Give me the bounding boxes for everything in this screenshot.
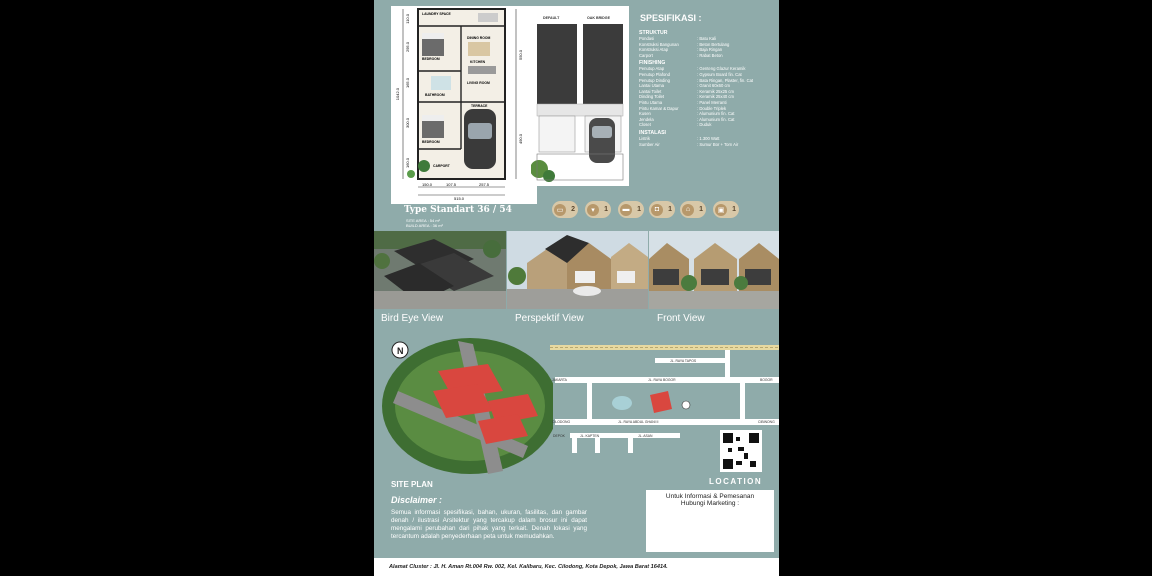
dim-left-1: 110.0: [405, 14, 410, 24]
spec-value: : Granit 60x60 cm: [697, 83, 731, 89]
dim-right-2: 490.0: [518, 134, 523, 145]
elevation-panel: [531, 6, 629, 186]
spec-key: Penutup Dinding: [639, 77, 670, 83]
dim-bottom-1: 150.0: [422, 182, 433, 187]
perspektif-image: [507, 231, 648, 309]
svg-text:N: N: [397, 346, 404, 356]
spec-value: : Keramik 25x25 cm: [697, 88, 735, 94]
spec-key: Pondasi: [639, 36, 655, 41]
room-label-kitchen: KITCHEN: [470, 60, 486, 64]
spec-key: Konstruksi Bangunan: [639, 41, 679, 47]
spec-section-instalasi: INSTALASI: [639, 129, 666, 136]
dim-left-4: 300.0: [405, 118, 410, 129]
spec-value: : Rabat Beton: [697, 52, 723, 58]
spec-key: Penutup Plafond: [639, 71, 670, 77]
site-plan-label: SITE PLAN: [391, 480, 433, 489]
road-label: JL. RAYA TAPOS: [670, 359, 697, 363]
elevation-label-oak: OAK BRIDGE: [587, 16, 610, 20]
city-label: BOGOR: [760, 378, 773, 382]
spec-value: : Duduk: [697, 122, 712, 128]
spec-value: : Beton Bertulang: [697, 41, 730, 47]
spec-key: Konstruksi Atap: [639, 47, 669, 53]
amenity-car: [713, 201, 739, 218]
bird-eye-label: Bird Eye View: [381, 313, 444, 324]
shower-icon: ▾: [587, 204, 599, 216]
dim-left-5: 160.0: [405, 158, 410, 169]
city-label: CIBINONG: [758, 420, 775, 424]
spec-value: : Alumunium fin. Cat: [697, 111, 735, 117]
bed-icon: ▭: [554, 204, 566, 216]
spec-value: : Panel Merranti: [697, 99, 727, 105]
house-icon: ⌂: [682, 204, 694, 216]
road-label: JL. RAYA ABDUL GHANI II: [618, 420, 659, 424]
spec-key: Lantai Utama: [639, 83, 664, 89]
amenity-bed: [552, 201, 578, 218]
road-label: JL. RAYA BOGOR: [648, 378, 676, 382]
spec-key: Lantai Toilet: [639, 88, 662, 94]
amenity-count: 1: [699, 206, 703, 213]
spec-value: : Batu Kali: [697, 36, 717, 41]
dim-bottom-2: 107.5: [446, 182, 457, 187]
sofa-icon: ▬: [620, 204, 632, 216]
spec-key: Jendela: [639, 116, 654, 122]
room-label-living: LIVING ROOM: [467, 81, 490, 85]
spec-value: : Keramik 25x40 cm: [697, 94, 735, 100]
floor-plan-drawing: [391, 6, 537, 204]
amenity-count: 2: [571, 206, 575, 213]
dim-total-depth: 1042.0: [395, 88, 400, 101]
spec-value: : Bata Ringan, Plaster, fin. Cat: [697, 77, 754, 83]
contact-line-2: Hubungi Marketing :: [680, 500, 740, 507]
dim-bottom-3: 257.5: [479, 182, 490, 187]
dim-bottom-total: 515.0: [454, 196, 465, 201]
elevation-label-default: DEFAULT: [543, 16, 560, 20]
bird-eye-image: [374, 231, 506, 309]
spec-key: Sumber Air: [639, 141, 660, 147]
spec-row: [639, 122, 777, 128]
spec-key: Penutup Atap: [639, 66, 665, 72]
amenity-count: 1: [732, 206, 736, 213]
spec-value: : Genteng Glazur Keramik: [697, 66, 746, 72]
disclaimer-title: Disclaimer :: [391, 495, 443, 505]
north-compass-icon: [392, 342, 408, 358]
spec-key: Pintu Utama: [639, 99, 663, 105]
room-label-bedroom-1: BEDROOM: [422, 57, 440, 61]
spec-section-finishing: FINISHING: [639, 60, 666, 67]
amenity-count: 1: [637, 206, 641, 213]
road-label: JL. KAPTEN: [580, 434, 600, 438]
city-label: CILODONG: [552, 420, 571, 424]
location-map: [550, 333, 779, 473]
road-label: JL. ASAN: [638, 434, 653, 438]
spec-key: Pintu Kamar & Dapur: [639, 105, 679, 111]
spec-row: [639, 53, 777, 59]
front-view-image: [649, 231, 779, 309]
room-label-laundry: LAUNDRY SPACE: [422, 12, 451, 16]
room-label-carport: CARPORT: [433, 164, 450, 168]
front-view-label: Front View: [657, 313, 705, 324]
spec-value: : 1.300 Watt: [697, 135, 720, 141]
spec-key: Carport: [639, 52, 653, 58]
room-label-dining: DINING ROOM: [467, 36, 491, 40]
spec-block: [639, 28, 777, 147]
room-label-bathroom: BATHROOM: [425, 93, 445, 97]
kitchen-icon: ◘: [651, 204, 663, 216]
spec-value: : Alumunium fin. Cat: [697, 116, 735, 122]
address-bar: [374, 558, 779, 576]
spec-title: SPESIFIKASI :: [640, 13, 702, 23]
amenity-count: 1: [668, 206, 672, 213]
amenity-shower: [585, 201, 611, 218]
spec-key: Closet: [639, 122, 651, 128]
floor-plan-panel: [391, 6, 537, 204]
build-area: BUILD AREA : 36 m²: [406, 223, 443, 228]
amenity-sofa: [618, 201, 644, 218]
spec-value: : Baja Ringan: [697, 47, 723, 53]
type-title: Type Standart 36 / 54: [404, 205, 512, 215]
amenity-kitchen: [649, 201, 675, 218]
spec-value: : Sumur Bor + Torn Air: [697, 141, 739, 147]
dim-left-2: 295.0: [405, 42, 410, 53]
dim-left-3: 165.0: [405, 78, 410, 89]
elevation-drawing: [531, 6, 629, 186]
car-icon: ▣: [715, 204, 727, 216]
room-label-terrace: TERRACE: [471, 104, 488, 108]
site-area: SITE AREA : 54 m²: [406, 218, 441, 223]
dim-right-1: 550.0: [518, 50, 523, 61]
perspektif-label: Perspektif View: [515, 313, 584, 324]
address-text: Alamat Cluster : Jl. H. Aman Rt.004 Rw. 002, Kel. Kalibaru, Kec. Cilodong, Kota Depok, Jawa Barat 16414.: [389, 564, 668, 570]
location-label: LOCATION: [709, 477, 763, 486]
brochure-page: [374, 0, 779, 576]
amenity-house: [680, 201, 706, 218]
spec-row: [639, 142, 777, 148]
contact-box: [646, 490, 774, 552]
city-label: JAKARTA: [552, 378, 567, 382]
spec-value: : Gypsum Board fin. Cat: [697, 71, 742, 77]
spec-key: Kusen: [639, 111, 651, 117]
spec-section-struktur: STRUKTUR: [639, 30, 668, 36]
city-label: DEPOK: [553, 434, 565, 438]
amenity-count: 1: [604, 206, 608, 213]
room-label-bedroom-2: BEDROOM: [422, 140, 440, 144]
spec-key: Listrik: [639, 135, 650, 141]
contact-line-1: Untuk Informasi & Pemesanan: [665, 493, 755, 500]
spec-key: Dinding Toilet: [639, 94, 665, 100]
disclaimer-body: Semua informasi spesifikasi, bahan, ukuran, fasilitas, dan gambar denah / ilustrasi Arsitektur yang tercakup dalam brosur ini dapat mengalami perubahan dari pihak yang terkait. Denah lokasi yang tercantum adalah penyederhaan peta untuk memudahkan.: [391, 509, 587, 540]
spec-value: : Double Triplek: [697, 105, 727, 111]
